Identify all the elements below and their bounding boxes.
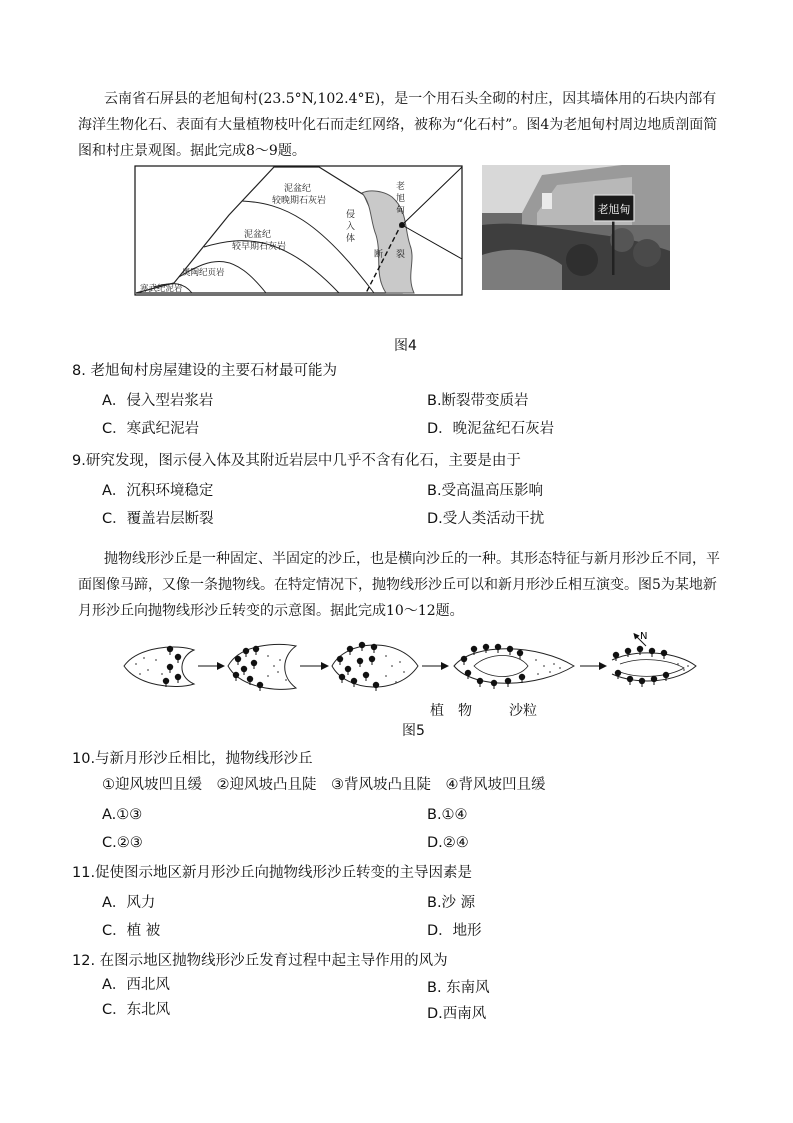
q8-option-b[interactable]: B.断裂带变质岩 bbox=[427, 393, 529, 409]
q9-option-d[interactable]: D.受人类活动干扰 bbox=[427, 511, 545, 527]
q9-option-b[interactable]: B.受高温高压影响 bbox=[427, 483, 544, 499]
question-11-stem: 11.促使图示地区新月形沙丘向抛物线形沙丘转变的主导因素是 bbox=[72, 865, 473, 881]
q12-option-d[interactable]: D.西南风 bbox=[427, 1006, 487, 1022]
dune-stage-1 bbox=[124, 646, 194, 687]
q10-option-a[interactable]: A.①③ bbox=[102, 807, 143, 823]
label-cambrian: 寒武纪泥岩 bbox=[140, 284, 183, 294]
q12-option-a[interactable]: A．西北风 bbox=[102, 977, 170, 993]
question-12-stem: 12. 在图示地区抛物线形沙丘发育过程中起主导作用的风为 bbox=[72, 953, 448, 969]
legend-plant: 植 物 bbox=[430, 703, 472, 719]
question-8-stem: 8. 老旭甸村房屋建设的主要石材最可能为 bbox=[72, 363, 337, 379]
label-lower-devonian-line2: 较早期石灰岩 bbox=[232, 242, 287, 252]
village-sign-text: 老旭甸 bbox=[597, 203, 631, 216]
q11-option-b[interactable]: B.沙 源 bbox=[427, 895, 476, 911]
q10-statements: ①迎风坡凹且缓 ②迎风坡凸且陡 ③背风坡凸且陡 ④背风坡凹且缓 bbox=[102, 777, 546, 793]
figure-5-caption: 图5 bbox=[402, 723, 425, 739]
figure-4-caption: 图4 bbox=[394, 338, 417, 354]
q10-option-c[interactable]: C.②③ bbox=[102, 835, 143, 851]
dune-stage-2 bbox=[228, 644, 296, 691]
label-village: 老旭甸 bbox=[396, 182, 406, 216]
q10-option-d[interactable]: D.②④ bbox=[427, 835, 469, 851]
q11-option-d[interactable]: D．地形 bbox=[427, 923, 482, 939]
label-ordovician: 奥陶纪页岩 bbox=[182, 268, 225, 278]
q11-option-a[interactable]: A．风力 bbox=[102, 895, 156, 911]
label-upper-devonian-line1: 泥盆纪 bbox=[284, 184, 312, 194]
intro-paragraph-2: 抛物线形沙丘是一种固定、半固定的沙丘，也是横向沙丘的一种。其形态特征与新月形沙丘不同，平面图像马蹄，又像一条抛物线。在特定情况下，抛物线形沙丘可以和新月形沙丘相互演变。图5为某地新月形沙丘向抛物线形沙丘转变的示意图。据此完成10～12题。 bbox=[78, 551, 720, 619]
intro-paragraph-1: 云南省石屏县的老旭甸村(23.5°N,102.4°E)，是一个用石头全砌的村庄，因其墙体用的石块内部有海洋生物化石、表面有大量植物枝叶化石而走红网络，被称为“化石村”。图4为老旭甸村周边地质剖面简图和村庄景观图。据此完成8～9题。 bbox=[78, 91, 718, 159]
dune-transition-diagram bbox=[118, 630, 702, 702]
q12-option-b[interactable]: B. 东南风 bbox=[427, 980, 490, 996]
north-label: N bbox=[640, 631, 648, 642]
legend-sand: 沙粒 bbox=[509, 703, 537, 719]
geologic-section-diagram bbox=[134, 165, 464, 297]
q11-option-c[interactable]: C．植 被 bbox=[102, 923, 161, 939]
q9-option-a[interactable]: A．沉积环境稳定 bbox=[102, 483, 214, 499]
question-10-stem: 10.与新月形沙丘相比，抛物线形沙丘 bbox=[72, 751, 313, 767]
q8-option-c[interactable]: C．寒武纪泥岩 bbox=[102, 421, 200, 437]
question-9-stem: 9.研究发现，图示侵入体及其附近岩层中几乎不含有化石，主要是由于 bbox=[72, 453, 521, 469]
dune-stage-3 bbox=[332, 642, 418, 691]
q8-option-a[interactable]: A．侵入型岩浆岩 bbox=[102, 393, 214, 409]
dune-stage-4 bbox=[454, 644, 574, 689]
label-lower-devonian-line1: 泥盆纪 bbox=[244, 230, 272, 240]
label-upper-devonian-line2: 较晚期石灰岩 bbox=[272, 196, 327, 206]
q8-option-d[interactable]: D．晚泥盆纪石灰岩 bbox=[427, 421, 555, 437]
label-fault: 断 裂 bbox=[374, 250, 406, 260]
village-photo bbox=[482, 165, 670, 290]
q12-option-c[interactable]: C．东北风 bbox=[102, 1002, 171, 1018]
q9-option-c[interactable]: C．覆盖岩层断裂 bbox=[102, 511, 214, 527]
q10-option-b[interactable]: B.①④ bbox=[427, 807, 468, 823]
dune-stage-5 bbox=[612, 631, 696, 687]
label-intrusion: 侵入体 bbox=[346, 210, 356, 244]
